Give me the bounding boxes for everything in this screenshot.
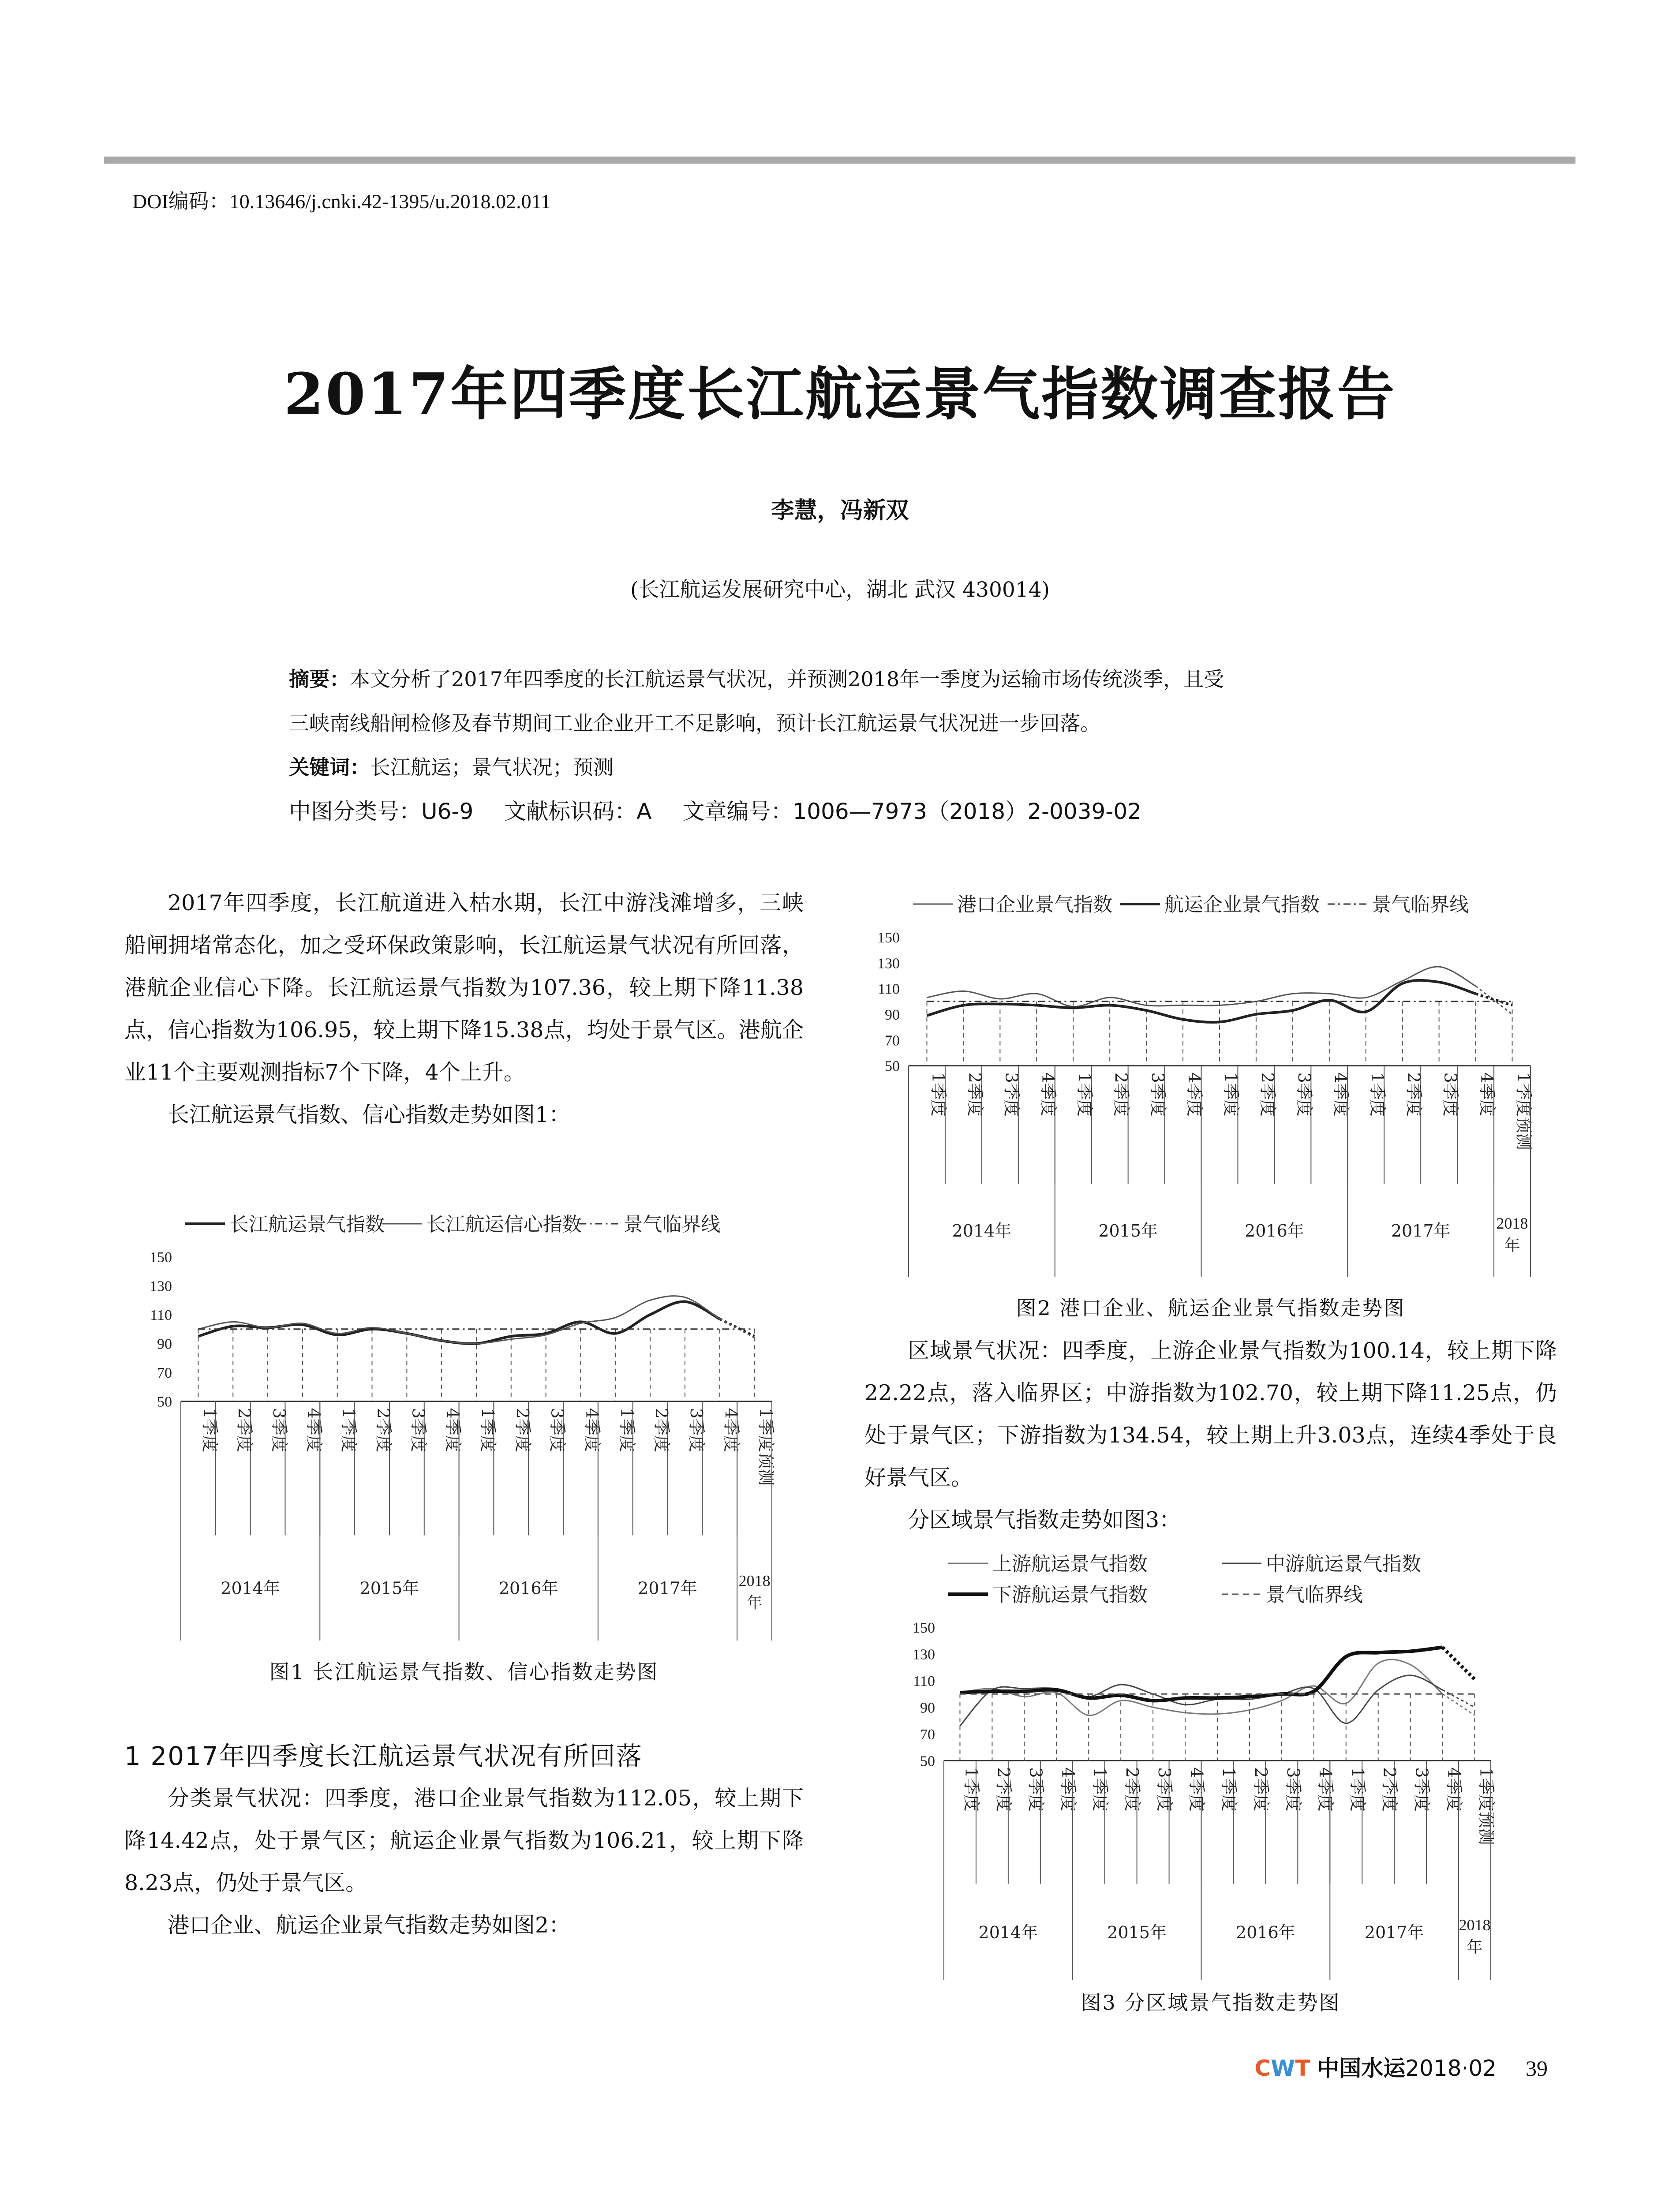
- right-text: [864, 1330, 1557, 1541]
- series-forecast-segment: [1443, 1647, 1475, 1679]
- category-label: 2季度: [652, 1408, 672, 1452]
- y-tick-label: 150: [877, 930, 900, 946]
- category-label: 2季度: [1380, 1767, 1399, 1812]
- legend-label: 景气临界线: [1372, 893, 1469, 916]
- legend-label: 航运企业景气指数: [1164, 893, 1320, 916]
- y-tick-label: 50: [157, 1394, 172, 1410]
- category-label: 1季度: [339, 1408, 359, 1452]
- logo-letter-c: C: [1254, 2056, 1271, 2081]
- series-forecast-segment: [1476, 986, 1512, 1014]
- year-label-suffix: 年: [1504, 1237, 1520, 1255]
- doc-code: 文献标识码：A: [504, 799, 652, 824]
- logo-letter-w: W: [1271, 2056, 1295, 2081]
- category-label: 4季度: [1058, 1767, 1078, 1812]
- year-label: 2018: [1459, 1916, 1491, 1934]
- legend-label: 下游航运景气指数: [992, 1584, 1148, 1606]
- category-label: 4季度: [1185, 1072, 1205, 1117]
- right-paragraph-1: 区域景气状况：四季度，上游企业景气指数为100.14，较上期下降22.22点，落入临界区；中游指数为102.70，较上期下降11.25点，仍处于景气区；下游指数为134.54，较上期上升3.03点，连续4季处于良好景气区。: [864, 1338, 1557, 1490]
- y-tick-label: 70: [885, 1032, 900, 1049]
- year-label-suffix: 年: [1467, 1938, 1483, 1956]
- category-label: 2季度: [1122, 1767, 1142, 1812]
- clc-code: 中图分类号：U6-9: [289, 799, 474, 824]
- page-number: 39: [1526, 2056, 1548, 2081]
- series-line: [960, 1675, 1442, 1726]
- abstract-block: [289, 657, 1436, 833]
- series-forecast-segment: [1443, 1694, 1475, 1715]
- chart-svg: [895, 1544, 1513, 1984]
- y-tick-label: 110: [150, 1307, 172, 1324]
- year-label: 2016年: [498, 1578, 558, 1598]
- category-label: 4季度: [1315, 1767, 1335, 1812]
- legend-label: 长江航运景气指数: [229, 1213, 385, 1236]
- year-label: 2018: [738, 1572, 771, 1590]
- year-label: 2015年: [1107, 1922, 1167, 1942]
- year-label: 2015年: [359, 1578, 419, 1598]
- doi: DOI编码：10.13646/j.cnki.42-1395/u.2018.02.011: [132, 190, 551, 213]
- series-line: [960, 1659, 1442, 1715]
- category-label: 3季度: [1441, 1072, 1460, 1117]
- category-label: 3季度: [686, 1408, 706, 1452]
- category-label: 3季度: [1155, 1767, 1175, 1812]
- figure-1-chart: [132, 1204, 794, 1645]
- category-label: 4季度: [1331, 1072, 1351, 1117]
- left-paragraph-4: 港口企业、航运企业景气指数走势如图2：: [168, 1913, 571, 1938]
- section-1-heading: 1 2017年四季度长江航运景气状况有所回落: [124, 1741, 643, 1771]
- year-label: 2014年: [978, 1922, 1038, 1942]
- y-tick-label: 90: [885, 1006, 900, 1023]
- journal-name: 中国水运: [1317, 2055, 1406, 2081]
- category-label: 1季度: [1075, 1072, 1095, 1117]
- category-label: 3季度: [1148, 1072, 1168, 1117]
- y-tick-label: 130: [877, 955, 900, 972]
- category-label: 4季度: [721, 1408, 741, 1452]
- article-number: 文章编号：1006—7973（2018）2-0039-02: [682, 799, 1141, 824]
- category-label: 3季度: [1026, 1767, 1046, 1812]
- category-label: 1季度: [478, 1408, 498, 1452]
- category-label: 2季度: [1111, 1072, 1131, 1117]
- category-label: 2季度: [1257, 1072, 1277, 1117]
- affiliation: (长江航运发展研究中心，湖北 武汉 430014): [630, 578, 1050, 602]
- figure-3-chart: [895, 1544, 1513, 1984]
- year-label: 2016年: [1236, 1922, 1295, 1942]
- category-label: 3季度: [1002, 1072, 1021, 1117]
- year-label: 2014年: [952, 1221, 1012, 1241]
- category-label: 2季度: [1404, 1072, 1424, 1117]
- year-label: 2016年: [1245, 1221, 1304, 1241]
- category-label: 1季度预测: [1476, 1767, 1496, 1845]
- issue: 2018·02: [1405, 2056, 1497, 2081]
- y-tick-label: 50: [920, 1753, 935, 1770]
- year-label: 2017年: [638, 1578, 697, 1598]
- year-label: 2018: [1496, 1215, 1528, 1233]
- page-footer: [1254, 2051, 1548, 2082]
- category-label: 1季度: [617, 1408, 637, 1452]
- legend-label: 上游航运景气指数: [992, 1553, 1148, 1575]
- category-label: 1季度: [1221, 1072, 1241, 1117]
- category-label: 1季度预测: [756, 1408, 776, 1486]
- y-tick-label: 70: [920, 1726, 935, 1743]
- y-tick-label: 90: [157, 1336, 172, 1353]
- y-tick-label: 130: [150, 1278, 172, 1295]
- chart-svg: [132, 1204, 794, 1645]
- y-tick-label: 70: [157, 1365, 172, 1382]
- left-intro: [124, 882, 804, 1136]
- y-tick-label: 150: [150, 1249, 172, 1266]
- series-line: [198, 1301, 719, 1343]
- category-label: 1季度预测: [1514, 1072, 1534, 1150]
- classification-line: [289, 789, 1436, 833]
- left-paragraph-3: 分类景气状况：四季度，港口企业景气指数为112.05，较上期下降14.42点，处于景气区；航运企业景气指数为106.21，较上期下降8.23点，仍处于景气区。: [124, 1786, 804, 1895]
- abstract-text-1: 本文分析了2017年四季度的长江航运景气状况，并预测2018年一季度为运输市场传统淡季，且受: [350, 667, 1224, 691]
- series-forecast-segment: [720, 1319, 755, 1338]
- figure-3-caption: 图3 分区域景气指数走势图: [1081, 1991, 1341, 2014]
- y-tick-label: 130: [913, 1646, 935, 1663]
- legend-label: 中游航运景气指数: [1266, 1553, 1421, 1575]
- category-label: 3季度: [269, 1408, 289, 1452]
- abstract-line-1: [289, 657, 1436, 701]
- top-rule: [104, 157, 1575, 164]
- category-label: 4季度: [1444, 1767, 1464, 1812]
- authors: 李慧，冯新双: [771, 497, 909, 524]
- category-label: 2季度: [374, 1408, 393, 1452]
- year-label: 2017年: [1391, 1221, 1451, 1241]
- legend-label: 长江航运信心指数: [426, 1213, 582, 1236]
- category-label: 4季度: [1038, 1072, 1058, 1117]
- category-label: 3季度: [408, 1408, 428, 1452]
- keywords: 长江航运；景气状况；预测: [370, 755, 614, 779]
- y-tick-label: 150: [913, 1620, 935, 1636]
- category-label: 1季度: [962, 1767, 981, 1812]
- series-line: [960, 1647, 1442, 1700]
- keywords-label: 关键词：: [289, 755, 370, 779]
- category-label: 3季度: [1283, 1767, 1303, 1812]
- figure-2-caption: 图2 港口企业、航运企业景气指数走势图: [1016, 1296, 1406, 1320]
- category-label: 1季度: [1347, 1767, 1367, 1812]
- legend-label: 港口企业景气指数: [957, 893, 1112, 916]
- chart-svg: [860, 884, 1553, 1281]
- category-label: 2季度: [1251, 1767, 1271, 1812]
- category-label: 4季度: [1187, 1767, 1207, 1812]
- article-title: 2017年四季度长江航运景气指数调查报告: [284, 360, 1396, 428]
- category-label: 3季度: [1412, 1767, 1432, 1812]
- figure-2-chart: [860, 884, 1553, 1281]
- logo-letter-t: T: [1295, 2056, 1310, 2081]
- y-tick-label: 110: [878, 981, 900, 998]
- category-label: 4季度: [582, 1408, 602, 1452]
- category-label: 3季度: [547, 1408, 567, 1452]
- figure-1-caption: 图1 长江航运景气指数、信心指数走势图: [269, 1660, 659, 1684]
- category-label: 1季度: [1367, 1072, 1387, 1117]
- keywords-line: [289, 745, 1436, 789]
- y-tick-label: 110: [913, 1673, 935, 1689]
- category-label: 4季度: [304, 1408, 324, 1452]
- category-label: 1季度: [1219, 1767, 1238, 1812]
- category-label: 2季度: [513, 1408, 532, 1452]
- legend-label: 景气临界线: [1266, 1584, 1363, 1606]
- category-label: 4季度: [443, 1408, 463, 1452]
- year-label: 2014年: [221, 1578, 281, 1598]
- year-label-suffix: 年: [746, 1594, 763, 1612]
- abstract-line-2: 三峡南线船闸检修及春节期间工业企业开工不足影响，预计长江航运景气状况进一步回落。: [289, 711, 1100, 735]
- category-label: 2季度: [965, 1072, 985, 1117]
- year-label: 2017年: [1364, 1922, 1424, 1942]
- category-label: 1季度: [928, 1072, 948, 1117]
- year-label: 2015年: [1098, 1221, 1158, 1241]
- legend-label: 景气临界线: [623, 1213, 721, 1236]
- category-label: 3季度: [1294, 1072, 1314, 1117]
- y-tick-label: 90: [920, 1700, 935, 1716]
- abstract-label: 摘要：: [289, 667, 350, 691]
- category-label: 2季度: [235, 1408, 254, 1452]
- y-tick-label: 50: [885, 1058, 900, 1075]
- category-label: 1季度: [1090, 1767, 1110, 1812]
- left-paragraph-1: 2017年四季度，长江航道进入枯水期，长江中游浅滩增多，三峡船闸拥堵常态化，加之受环保政策影响，长江航运景气状况有所回落，港航企业信心下降。长江航运景气指数为107.36，较上期下降11.38点，信心指数为106.95，较上期下降15.38点，均处于景气区。港航企业11个主要观测指标7个下降，4个上升。: [124, 890, 804, 1085]
- right-paragraph-2: 分区域景气指数走势如图3：: [908, 1507, 1181, 1532]
- series-forecast-segment: [1443, 1690, 1475, 1707]
- left-section-text: [124, 1777, 804, 1947]
- category-label: 1季度: [200, 1408, 220, 1452]
- left-paragraph-2: 长江航运景气指数、信心指数走势如图1：: [168, 1102, 571, 1127]
- category-label: 4季度: [1477, 1072, 1497, 1117]
- series-line: [927, 967, 1475, 1007]
- category-label: 2季度: [994, 1767, 1014, 1812]
